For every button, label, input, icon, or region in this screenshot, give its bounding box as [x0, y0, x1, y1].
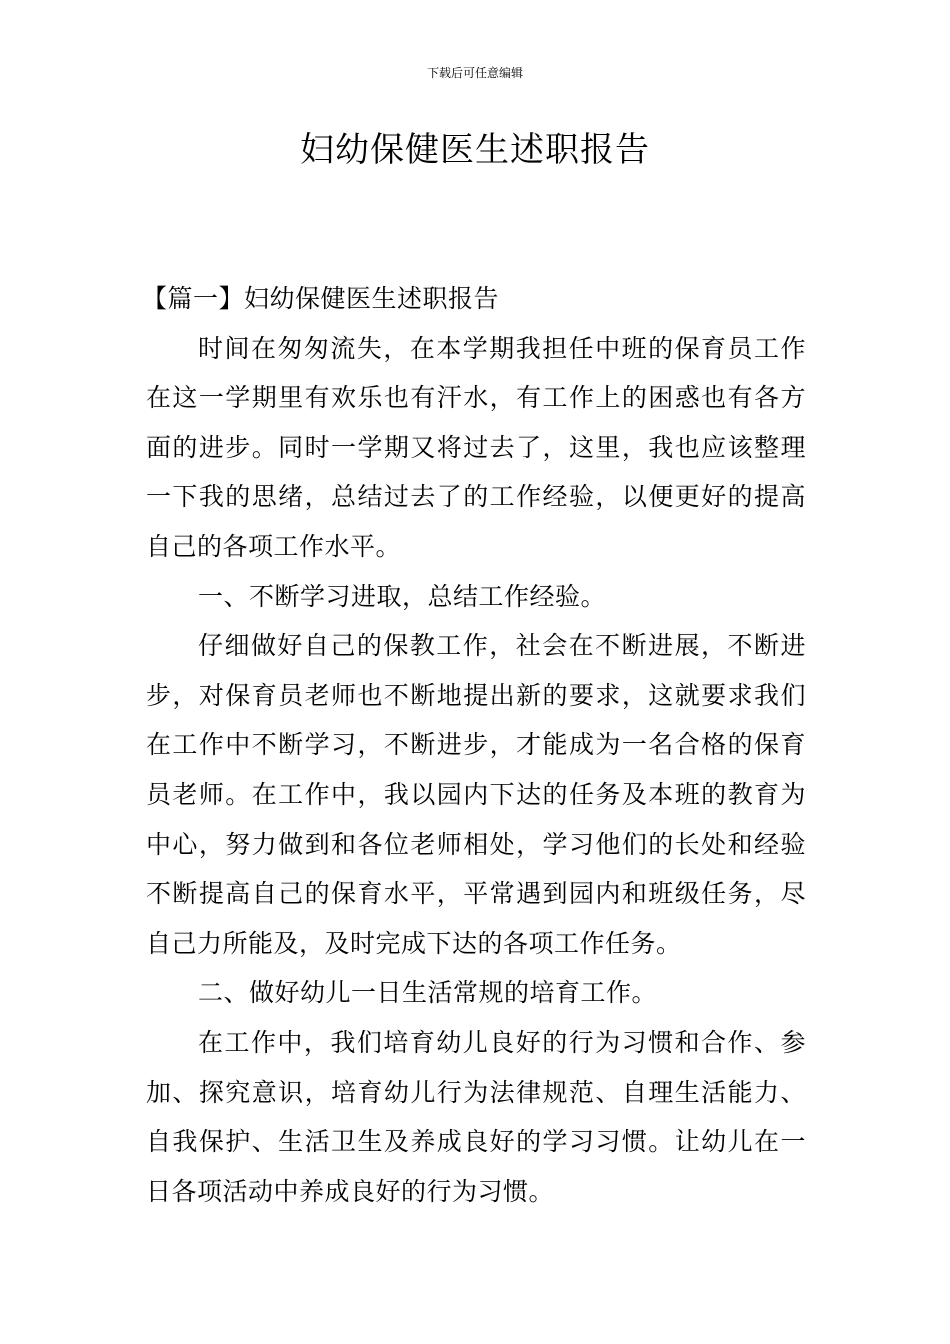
- section-heading: 【篇一】妇幼保健医生述职报告: [142, 284, 500, 313]
- subheading-one: 一、不断学习进取，总结工作经验。: [198, 581, 607, 611]
- document-title: 妇幼保健医生述职报告: [300, 130, 650, 170]
- subheading-two: 二、做好幼儿一日生活常规的培育工作。: [198, 978, 658, 1008]
- paragraph-habits: 在工作中，我们培育幼儿良好的行为习惯和合作、参加、探究意识，培育幼儿行为法律规范、自理生活能力、自我保护、生活卫生及养成良好的学习习惯。让幼儿在一日各项活动中养成良好的行为习惯。: [146, 1027, 806, 1206]
- paragraph-intro: 时间在匆匆流失，在本学期我担任中班的保育员工作在这一学期里有欢乐也有汗水，有工作上的困惑也有各方面的进步。同时一学期又将过去了，这里，我也应该整理一下我的思绪，总结过去了的工作经验，以便更好的提高自己的各项工作水平。: [146, 333, 806, 561]
- document-body: [142, 274, 806, 1216]
- paragraph-learning: 仔细做好自己的保教工作，社会在不断进展，不断进步，对保育员老师也不断地提出新的要求，这就要求我们在工作中不断学习，不断进步，才能成为一名合格的保育员老师。在工作中，我以园内下达的任务及本班的教育为中心，努力做到和各位老师相处，学习他们的长处和经验不断提高自己的保育水平，平常遇到园内和班级任务，尽自己力所能及，及时完成下达的各项工作任务。: [146, 631, 806, 958]
- header-note: 下载后可任意编辑: [426, 66, 523, 80]
